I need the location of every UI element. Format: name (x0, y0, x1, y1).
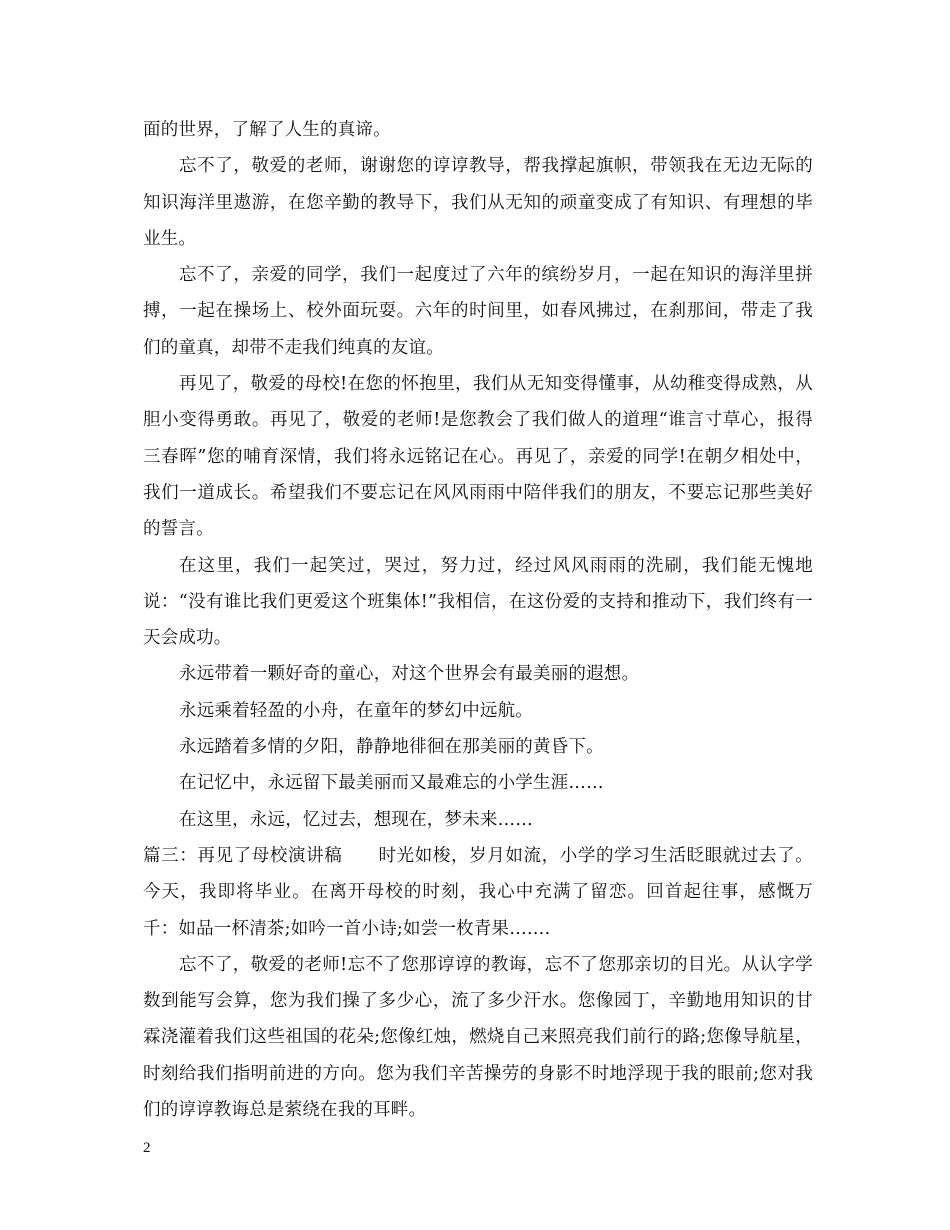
document-body (143, 112, 813, 1128)
paragraph-farewell: 再见了，敬爱的母校!在您的怀抱里，我们从无知变得懂事，从幼稚变得成熟，从胆小变得勇敢。再见了，敬爱的老师!是您教会了我们做人的道理“谁言寸草心，报得三春晖”您的哺育深情，我们将永远铭记在心。再见了，亲爱的同学!在朝夕相处中，我们一道成长。希望我们不要忘记在风风雨雨中陪伴我们的朋友，不要忘记那些美好的誓言。 (143, 374, 813, 540)
paragraph-here-forever: 在这里，永远，忆过去，想现在，梦未来…… (179, 809, 533, 830)
paragraph-memory: 在记忆中，永远留下最美丽而又最难忘的小学生涯…… (179, 773, 604, 794)
paragraph-teacher-teachings: 忘不了，敬爱的老师!忘不了您那谆谆的教诲，忘不了您那亲切的目光。从认字学数到能写会算，您为我们操了多少心，流了多少汗水。您像园丁，辛勤地用知识的甘霖浇灌着我们这些祖国的花朵;您像红烛，燃烧自己来照亮我们前行的路;您像导航星，时刻给我们指明前进的方向。您为我们辛苦操劳的身影不时地浮现于我的眼前;您对我们的谆谆教诲总是萦绕在我的耳畔。 (143, 954, 813, 1121)
paragraph-forever-boat: 永远乘着轻盈的小舟，在童年的梦幻中远航。 (179, 700, 533, 721)
page-number: 2 (143, 1140, 151, 1156)
paragraph-section-three: 篇三：再见了母校演讲稿 时光如梭，岁月如流，小学的学习生活眨眼就过去了。今天，我即将毕业。在离开母校的时刻，我心中充满了留恋。回首起往事，感慨万千：如品一杯清茶;如吟一首小诗;如尝一枚青果……. (143, 845, 813, 939)
paragraph-continued: 面的世界，了解了人生的真谛。 (143, 120, 391, 140)
paragraph-teacher: 忘不了，敬爱的老师，谢谢您的谆谆教导，帮我撑起旗帜，带领我在无边无际的知识海洋里遨游，在您辛勤的教导下，我们从无知的顽童变成了有知识、有理想的毕业生。 (143, 156, 813, 249)
paragraph-forever-sunset: 永远踏着多情的夕阳，静静地徘徊在那美丽的黄昏下。 (179, 737, 604, 758)
paragraph-classmates: 忘不了，亲爱的同学，我们一起度过了六年的缤纷岁月，一起在知识的海洋里拼搏，一起在操场上、校外面玩耍。六年的时间里，如春风拂过，在刹那间，带走了我们的童真，却带不走我们纯真的友谊。 (143, 265, 813, 358)
paragraph-forever-curious: 永远带着一颗好奇的童心，对这个世界会有最美丽的遐想。 (179, 664, 640, 685)
paragraph-class-collective: 在这里，我们一起笑过，哭过，努力过，经过风风雨雨的洗刷，我们能无愧地说：“没有谁比我们更爱这个班集体!”我相信，在这份爱的支持和推动下，我们终有一天会成功。 (143, 555, 813, 649)
